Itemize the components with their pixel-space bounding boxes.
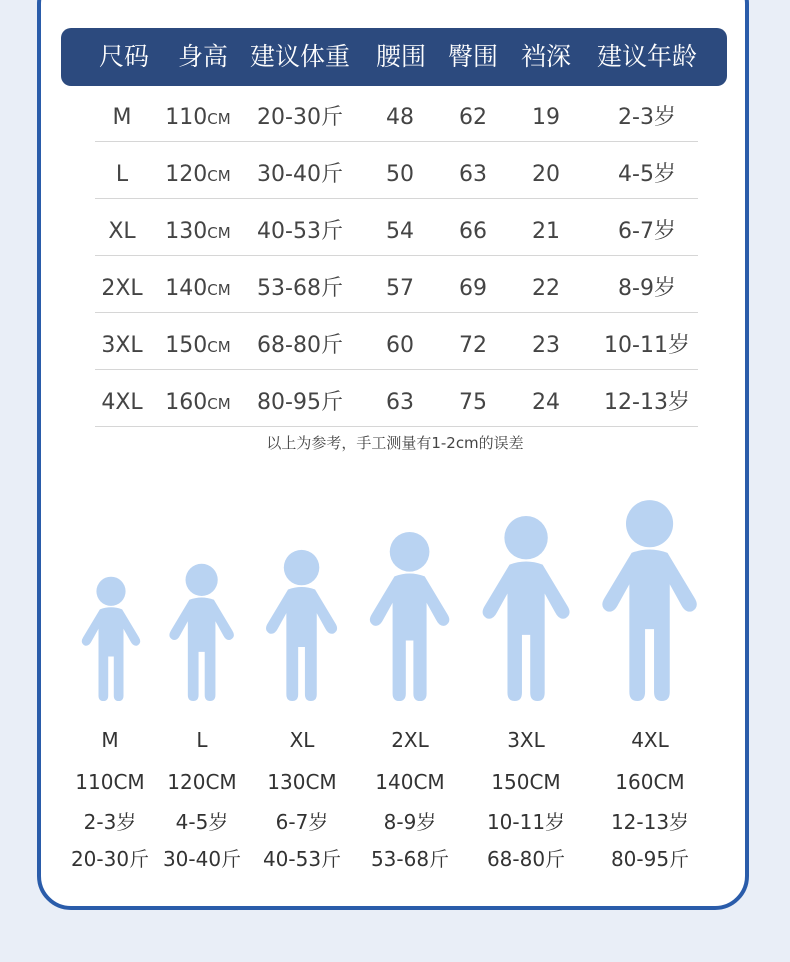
figure-height-label: 140CM: [375, 770, 445, 794]
cell-value: 53-68斤: [257, 276, 343, 301]
table-row: [0, 90, 790, 146]
cell-value: 12-13岁: [604, 390, 690, 415]
cell-value: 20-30斤: [257, 105, 343, 130]
child-silhouette-icon: [163, 563, 240, 701]
header-hip: 臀围: [447, 42, 498, 71]
cell-value: 30-40斤: [257, 162, 343, 187]
cell-age: [577, 318, 717, 374]
cell-value: 21: [532, 219, 560, 244]
table-header: [61, 28, 727, 86]
figure-age-label: 12-13岁: [610, 810, 690, 834]
cell-value: M: [112, 105, 132, 130]
cell-age: [577, 147, 717, 203]
table-row: [0, 204, 790, 260]
cell-value: L: [115, 162, 129, 187]
cell-value: 130: [165, 219, 208, 244]
figure-size-label: 3XL: [507, 728, 545, 752]
row-divider: [95, 426, 698, 427]
row-divider: [95, 312, 698, 313]
row-divider: [95, 198, 698, 199]
cell-value: 120: [165, 162, 208, 187]
child-silhouette-icon: [474, 515, 578, 701]
unit-label: CM: [207, 338, 231, 356]
header-age: 建议年龄: [596, 42, 697, 71]
cell-value: 72: [459, 333, 487, 358]
child-silhouette-icon: [76, 576, 146, 701]
cell-age: [577, 90, 717, 146]
unit-label: CM: [207, 167, 231, 185]
figure-weight-label: 30-40斤: [162, 847, 242, 871]
cell-value: 54: [386, 219, 414, 244]
cell-value: 75: [459, 390, 487, 415]
figure-size-label: 4XL: [631, 728, 669, 752]
cell-value: 4-5岁: [618, 162, 676, 187]
cell-value: 50: [386, 162, 414, 187]
cell-value: 4XL: [101, 390, 143, 415]
cell-value: 2-3岁: [618, 105, 676, 130]
figure-age-label: 2-3岁: [83, 810, 137, 834]
figure-age-label: 4-5岁: [175, 810, 229, 834]
figure-weight-label: 80-95斤: [610, 847, 690, 871]
unit-label: CM: [207, 224, 231, 242]
cell-value: 66: [459, 219, 487, 244]
figure-height-label: 150CM: [491, 770, 561, 794]
header-rise: 裆深: [520, 42, 571, 71]
unit-label: CM: [207, 281, 231, 299]
cell-value: 110: [165, 105, 208, 130]
cell-age: [577, 204, 717, 260]
child-silhouette-icon: [593, 499, 706, 701]
table-row: [0, 318, 790, 374]
table-row: [0, 147, 790, 203]
cell-value: 8-9岁: [618, 276, 676, 301]
row-divider: [95, 141, 698, 142]
figure-height-label: 120CM: [167, 770, 237, 794]
figure-size-label: L: [196, 728, 208, 752]
cell-value: 150: [165, 333, 208, 358]
cell-value: 80-95斤: [257, 390, 343, 415]
row-divider: [95, 255, 698, 256]
cell-value: 6-7岁: [618, 219, 676, 244]
cell-value: 140: [165, 276, 208, 301]
figure-age-label: 10-11岁: [486, 810, 566, 834]
header-height: 身高: [177, 42, 228, 71]
unit-label: CM: [207, 395, 231, 413]
figure-size-label: XL: [289, 728, 315, 752]
header-size: 尺码: [98, 42, 149, 71]
figure-weight-label: 53-68斤: [370, 847, 450, 871]
cell-value: 10-11岁: [604, 333, 690, 358]
child-silhouette-icon: [362, 531, 457, 701]
table-row: [0, 261, 790, 317]
cell-value: 69: [459, 276, 487, 301]
child-silhouette-icon: [259, 549, 344, 701]
unit-label: CM: [207, 110, 231, 128]
cell-value: 48: [386, 105, 414, 130]
figure-age-label: 8-9岁: [383, 810, 437, 834]
row-divider: [95, 369, 698, 370]
figure-age-label: 6-7岁: [275, 810, 329, 834]
cell-value: 63: [386, 390, 414, 415]
cell-value: 3XL: [101, 333, 143, 358]
cell-value: 24: [532, 390, 560, 415]
cell-value: 19: [532, 105, 560, 130]
figure-weight-label: 68-80斤: [486, 847, 566, 871]
figure-height-label: 160CM: [615, 770, 685, 794]
header-waist: 腰围: [375, 42, 426, 71]
cell-value: 62: [459, 105, 487, 130]
measurement-note: 以上为参考，手工测量有1-2cm的误差: [266, 434, 524, 452]
cell-value: 68-80斤: [257, 333, 343, 358]
cell-value: 40-53斤: [257, 219, 343, 244]
figure-size-label: 2XL: [391, 728, 429, 752]
cell-value: 60: [386, 333, 414, 358]
figure-weight-label: 20-30斤: [70, 847, 150, 871]
table-row: [0, 375, 790, 431]
cell-value: 22: [532, 276, 560, 301]
cell-value: 63: [459, 162, 487, 187]
figure-size-label: M: [101, 728, 119, 752]
figure-weight-label: 40-53斤: [262, 847, 342, 871]
cell-value: XL: [108, 219, 136, 244]
cell-age: [577, 375, 717, 431]
cell-value: 57: [386, 276, 414, 301]
figure-height-label: 130CM: [267, 770, 337, 794]
header-weight: 建议体重: [249, 42, 350, 71]
figure-height-label: 110CM: [75, 770, 145, 794]
cell-age: [577, 261, 717, 317]
cell-value: 2XL: [101, 276, 143, 301]
cell-value: 160: [165, 390, 208, 415]
cell-value: 23: [532, 333, 560, 358]
cell-value: 20: [532, 162, 560, 187]
